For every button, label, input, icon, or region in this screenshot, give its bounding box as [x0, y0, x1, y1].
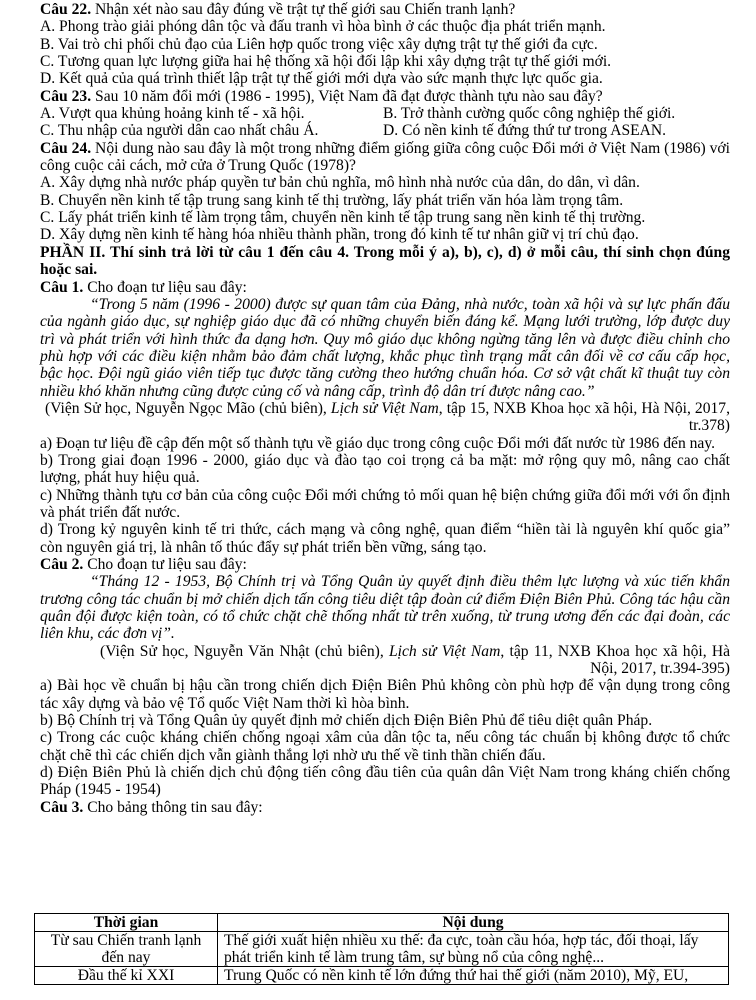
- question-label: Câu 3.: [40, 798, 84, 816]
- part-2-heading: PHẦN II. Thí sinh trả lời từ câu 1 đến câu 4. Trong mỗi ý a), b), c), d) ở mỗi câu, thí sinh chọn đúng hoặc sai.: [40, 243, 730, 279]
- option-c: C. Lấy phát triển kinh tế làm trọng tâm, chuyển nền kinh tế tập trung sang nền kinh tế thị trường.: [40, 209, 646, 227]
- header-time: Thời gian: [35, 914, 218, 932]
- item-3: [40, 799, 730, 816]
- option-a: A. Xây dựng nhà nước pháp quyền tư bản chủ nghĩa, mô hình nhà nước của dân, do dân, vì dân.: [40, 174, 640, 192]
- source-quote: “Trong 5 năm (1996 - 2000) được sự quan tâm của Đảng, nhà nước, toàn xã hội và sự lực phấn đấu của ngành giáo dục, sự nghiệp giáo dục đã có những chuyển biến đáng kể. Mạng lưới trường, lớp được duy trì và phát triển với hình thức đa dạng hơn. Quy mô giáo dục không ngừng tăng lên và được điều chỉnh cho phù hợp với các điều kiện nhằm bảo đảm chất lượng, khắc phục tình trạng mất cân đối về cơ cấu cấp học, bậc học. Đội ngũ giáo viên tiếp tục được tăng cường theo hướng chuẩn hóa. Cơ sở vật chất kĩ thuật tuy còn nhiều khó khăn nhưng cũng được củng cố và nâng cấp, trình độ dân trí được nâng cao.”: [40, 295, 730, 400]
- table-row: [35, 967, 729, 985]
- option-c: C. Thu nhập của người dân cao nhất châu Á.: [40, 122, 319, 140]
- option-c: C. Tương quan lực lượng giữa hai hệ thống xã hội đối lập khi xây dựng trật tự thế giới mới.: [40, 53, 612, 71]
- question-22: [40, 1, 730, 18]
- statement-a: a) Đoạn tư liệu đề cập đến một số thành tựu về giáo dục trong công cuộc Đổi mới đất nước từ 1986 đến nay.: [40, 434, 716, 452]
- question-text: Nội dung nào sau đây là một trong những điểm giống giữa công cuộc Đổi mới ở Việt Nam (1986) với công cuộc cải cách, mở cửa ở Trung Quốc (1978)?: [40, 139, 730, 175]
- exam-document: [40, 1, 730, 816]
- cell-content: Thế giới xuất hiện nhiều xu thế: đa cực, toàn cầu hóa, hợp tác, đối thoại, lấy phát triển kinh tế làm trung tâm, sự bùng nổ của công nghệ...: [218, 932, 729, 967]
- option-d: D. Có nền kinh tế đứng thứ tư trong ASEAN.: [383, 122, 667, 140]
- statement-b: b) Trong giai đoạn 1996 - 2000, giáo dục và đào tạo coi trọng cả ba mặt: mở rộng quy mô, nâng cao chất lượng, phát huy hiệu quả.: [40, 451, 730, 487]
- citation: [40, 400, 730, 435]
- question-text: Cho đoạn tư liệu sau đây:: [83, 556, 247, 573]
- item-2: [40, 556, 730, 573]
- option-d: D. Kết quả của quá trình thiết lập trật tự thế giới mới dựa vào sức mạnh thực lực quốc gia.: [40, 70, 603, 88]
- statement-d: d) Điện Biên Phủ là chiến dịch chủ động tiến công đầu tiên của quân dân Việt Nam trong kháng chiến chống Pháp (1945 - 1954): [40, 764, 730, 799]
- item-1: [40, 279, 730, 296]
- question-text: Cho bảng thông tin sau đây:: [83, 798, 263, 816]
- cell-time: Đầu thế kỉ XXI: [35, 967, 218, 985]
- options-row: [40, 105, 730, 122]
- header-content: Nội dung: [218, 914, 729, 932]
- info-table: [34, 913, 729, 985]
- option-b: B. Chuyển nền kinh tế tập trung sang kinh tế thị trường, lấy phát triển văn hóa làm trọng tâm.: [40, 191, 624, 209]
- statement-b: b) Bộ Chính trị và Tổng Quân ủy quyết định mở chiến dịch Điện Biên Phủ để tiêu diệt quân Pháp.: [40, 712, 653, 730]
- statement-d: d) Trong kỷ nguyên kinh tế tri thức, cách mạng và công nghệ, quan điểm “hiền tài là nguyên khí quốc gia” còn nguyên giá trị, là nhân tố thúc đẩy sự phát triển bền vững, sáng tạo.: [40, 521, 730, 556]
- table-row: [35, 932, 729, 967]
- options-row: [40, 122, 730, 139]
- question-label: Câu 2.: [40, 556, 84, 573]
- citation-details: , tập 15, NXB Khoa học xã hội, Hà Nội, 2017, tr.378): [438, 399, 731, 435]
- citation-authors: (Viện Sử học, Nguyễn Văn Nhật (chủ biên),: [100, 642, 389, 660]
- source-quote: “Tháng 12 - 1953, Bộ Chính trị và Tổng Quân ủy quyết định điều thêm lực lượng và xúc tiến khẩn trương công tác chuẩn bị mở chiến dịch tấn công tiêu diệt tập đoàn cứ điểm Điện Biên Phủ. Công tác hậu cần quân đội được kiện toàn, có tổ chức chặt chẽ thống nhất từ trên xuống, từ trung ương đến các đại đoàn, các liên khu, các đơn vị”.: [40, 573, 730, 643]
- question-text: Nhận xét nào sau đây đúng về trật tự thế giới sau Chiến tranh lạnh?: [91, 1, 516, 18]
- citation-authors: (Viện Sử học, Nguyễn Ngọc Mão (chủ biên),: [45, 399, 331, 417]
- option-a: A. Vượt qua khủng hoảng kinh tế - xã hội.: [40, 105, 305, 123]
- cell-content: Trung Quốc có nền kinh tế lớn đứng thứ hai thế giới (năm 2010), Mỹ, EU,: [218, 967, 729, 985]
- question-label: Câu 1.: [40, 278, 84, 296]
- option-d: D. Xây dựng nền kinh tế hàng hóa nhiều thành phần, trong đó kinh tế tư nhân giữ vị trí chủ đạo.: [40, 226, 639, 244]
- statement-c: c) Trong các cuộc kháng chiến chống ngoại xâm của dân tộc ta, nếu công tác chuẩn bị không được tổ chức chặt chẽ thì các chiến dịch vẫn giành thắng lợi nhờ ưu thế về tinh thần chiến đấu.: [40, 729, 730, 764]
- citation-details: , tập 11, NXB Khoa học xã hội, Hà Nội, 2017, tr.394-395): [500, 642, 731, 678]
- question-label: Câu 24.: [40, 139, 92, 157]
- citation-book: Lịch sử Việt Nam: [388, 642, 501, 660]
- question-label: Câu 23.: [40, 87, 92, 105]
- option-a: A. Phong trào giải phóng dân tộc và đấu tranh vì hòa bình ở các thuộc địa phát triển mạnh.: [40, 18, 606, 36]
- question-text: Cho đoạn tư liệu sau đây:: [83, 278, 247, 296]
- option-b: B. Trở thành cường quốc công nghiệp thế giới.: [383, 105, 676, 123]
- statement-c: c) Những thành tựu cơ bản của công cuộc Đổi mới chứng tỏ mối quan hệ biện chứng giữa đổi mới với ổn định và phát triển đất nước.: [40, 486, 730, 521]
- question-text: Sau 10 năm đổi mới (1986 - 1995), Việt Nam đã đạt được thành tựu nào sau đây?: [91, 87, 603, 105]
- citation-book: Lịch sử Việt Nam: [330, 399, 439, 417]
- cell-time: Từ sau Chiến tranh lạnh đến nay: [35, 932, 218, 967]
- question-24: [40, 140, 730, 175]
- question-label: Câu 22.: [40, 1, 92, 18]
- table-header: [35, 914, 729, 932]
- option-b: B. Vai trò chi phối chủ đạo của Liên hợp quốc trong việc xây dựng trật tự thế giới đa cực.: [40, 35, 598, 53]
- question-23: [40, 88, 730, 105]
- statement-a: a) Bài học về chuẩn bị hậu cần trong chiến dịch Điện Biên Phủ không còn phù hợp để vận dụng trong công tác xây dựng và bảo vệ Tổ quốc Việt Nam thời kì hòa bình.: [40, 677, 730, 712]
- citation: [40, 643, 730, 678]
